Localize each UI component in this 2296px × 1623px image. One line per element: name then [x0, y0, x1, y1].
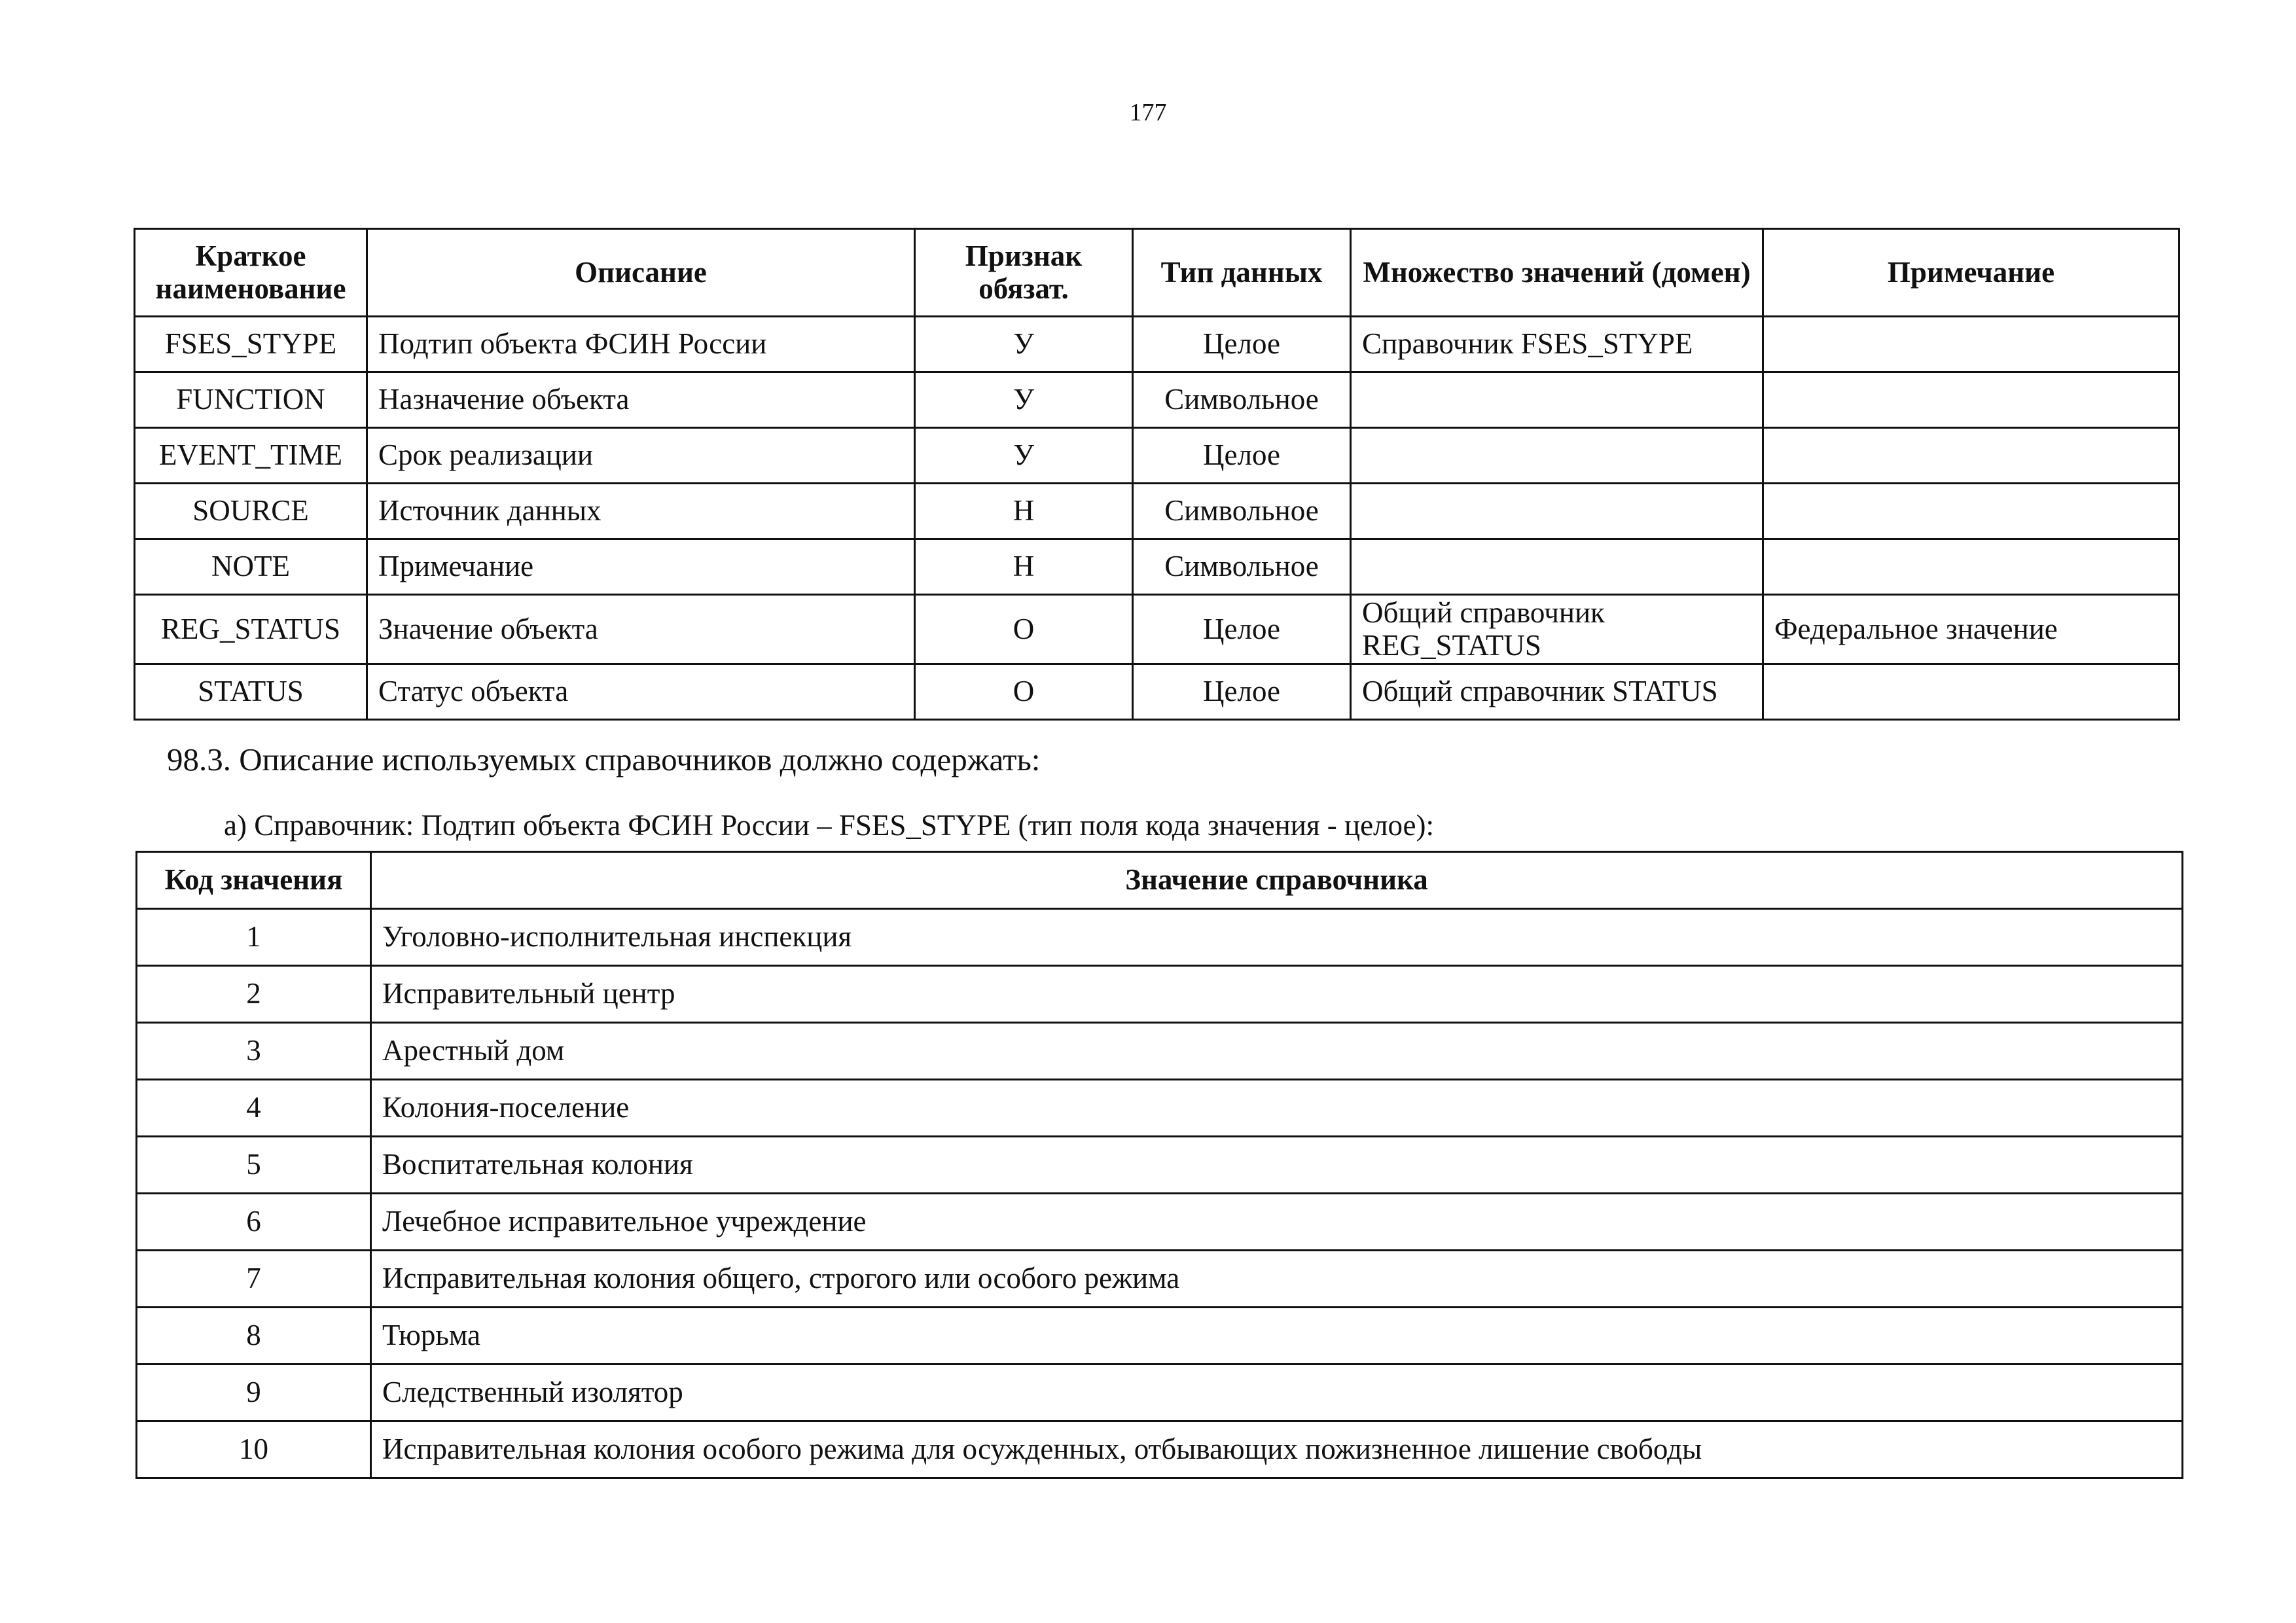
table-row: [135, 317, 2179, 372]
table-row: [135, 372, 2179, 428]
table-row: [137, 1080, 2183, 1137]
cell-code: 4: [137, 1080, 371, 1137]
cell-domain: [1351, 539, 1763, 595]
section-paragraph: 98.3. Описание используемых справочников должно содержать:: [167, 741, 1041, 777]
attributes-table-header-row: [135, 229, 2179, 317]
cell-code: 8: [137, 1308, 371, 1364]
cell-code: 2: [137, 966, 371, 1023]
table-row: [137, 1421, 2183, 1478]
cell-short-name: STATUS: [135, 664, 367, 720]
cell-short-name: FUNCTION: [135, 372, 367, 428]
cell-mandatory: Н: [915, 539, 1133, 595]
cell-data-type: Целое: [1133, 428, 1351, 484]
cell-note: [1763, 428, 2179, 484]
table-row: [135, 539, 2179, 595]
header-note: Примечание: [1763, 229, 2179, 317]
cell-note: [1763, 539, 2179, 595]
cell-mandatory: О: [915, 595, 1133, 664]
table-row: [135, 484, 2179, 539]
table-row: [137, 1023, 2183, 1080]
table-row: [137, 1364, 2183, 1421]
cell-code: 10: [137, 1421, 371, 1478]
cell-data-type: Символьное: [1133, 484, 1351, 539]
cell-description: Статус объекта: [367, 664, 915, 720]
header-mandatory: Признак обязат.: [915, 229, 1133, 317]
table-row: [137, 1194, 2183, 1251]
cell-value: Исправительный центр: [371, 966, 2183, 1023]
cell-note: Федеральное значение: [1763, 595, 2179, 664]
cell-short-name: FSES_STYPE: [135, 317, 367, 372]
cell-note: [1763, 317, 2179, 372]
cell-domain: Общий справочник STATUS: [1351, 664, 1763, 720]
cell-note: [1763, 484, 2179, 539]
cell-note: [1763, 664, 2179, 720]
cell-mandatory: У: [915, 428, 1133, 484]
cell-code: 1: [137, 909, 371, 966]
cell-description: Источник данных: [367, 484, 915, 539]
cell-value: Тюрьма: [371, 1308, 2183, 1364]
cell-data-type: Целое: [1133, 595, 1351, 664]
cell-domain: [1351, 372, 1763, 428]
cell-value: Уголовно-исполнительная инспекция: [371, 909, 2183, 966]
cell-value: Исправительная колония общего, строгого или особого режима: [371, 1251, 2183, 1308]
table-row: [135, 664, 2179, 720]
cell-domain: Справочник FSES_STYPE: [1351, 317, 1763, 372]
cell-short-name: EVENT_TIME: [135, 428, 367, 484]
cell-value: Следственный изолятор: [371, 1364, 2183, 1421]
cell-code: 6: [137, 1194, 371, 1251]
page-number: 177: [1129, 99, 1167, 126]
header-domain: Множество значений (домен): [1351, 229, 1763, 317]
cell-value: Арестный дом: [371, 1023, 2183, 1080]
cell-value: Колония-поселение: [371, 1080, 2183, 1137]
table-row: [137, 1137, 2183, 1194]
cell-short-name: REG_STATUS: [135, 595, 367, 664]
header-value: Значение справочника: [371, 852, 2183, 909]
cell-code: 9: [137, 1364, 371, 1421]
cell-value: Воспитательная колония: [371, 1137, 2183, 1194]
attributes-table: [134, 228, 2180, 721]
header-code: Код значения: [137, 852, 371, 909]
cell-domain: Общий справочник REG_STATUS: [1351, 595, 1763, 664]
cell-short-name: NOTE: [135, 539, 367, 595]
cell-mandatory: Н: [915, 484, 1133, 539]
cell-description: Значение объекта: [367, 595, 915, 664]
table-row: [137, 909, 2183, 966]
table-row: [137, 966, 2183, 1023]
cell-description: Назначение объекта: [367, 372, 915, 428]
cell-code: 5: [137, 1137, 371, 1194]
cell-data-type: Символьное: [1133, 539, 1351, 595]
cell-value: Лечебное исправительное учреждение: [371, 1194, 2183, 1251]
header-short-name: Краткое наименование: [135, 229, 367, 317]
cell-data-type: Символьное: [1133, 372, 1351, 428]
reference-table: [135, 851, 2183, 1479]
cell-mandatory: У: [915, 317, 1133, 372]
cell-data-type: Целое: [1133, 317, 1351, 372]
reference-caption: а) Справочник: Подтип объекта ФСИН России – FSES_STYPE (тип поля кода значения - целое):: [224, 809, 1435, 842]
cell-description: Примечание: [367, 539, 915, 595]
cell-domain: [1351, 428, 1763, 484]
cell-description: Срок реализации: [367, 428, 915, 484]
cell-code: 7: [137, 1251, 371, 1308]
table-row: [137, 1251, 2183, 1308]
cell-mandatory: У: [915, 372, 1133, 428]
table-row: [137, 1308, 2183, 1364]
table-row: [135, 428, 2179, 484]
reference-table-header-row: [137, 852, 2183, 909]
table-row: [135, 595, 2179, 664]
cell-value: Исправительная колония особого режима для осужденных, отбывающих пожизненное лишение свободы: [371, 1421, 2183, 1478]
cell-note: [1763, 372, 2179, 428]
cell-domain: [1351, 484, 1763, 539]
cell-data-type: Целое: [1133, 664, 1351, 720]
cell-code: 3: [137, 1023, 371, 1080]
cell-description: Подтип объекта ФСИН России: [367, 317, 915, 372]
header-data-type: Тип данных: [1133, 229, 1351, 317]
cell-mandatory: О: [915, 664, 1133, 720]
cell-short-name: SOURCE: [135, 484, 367, 539]
header-description: Описание: [367, 229, 915, 317]
